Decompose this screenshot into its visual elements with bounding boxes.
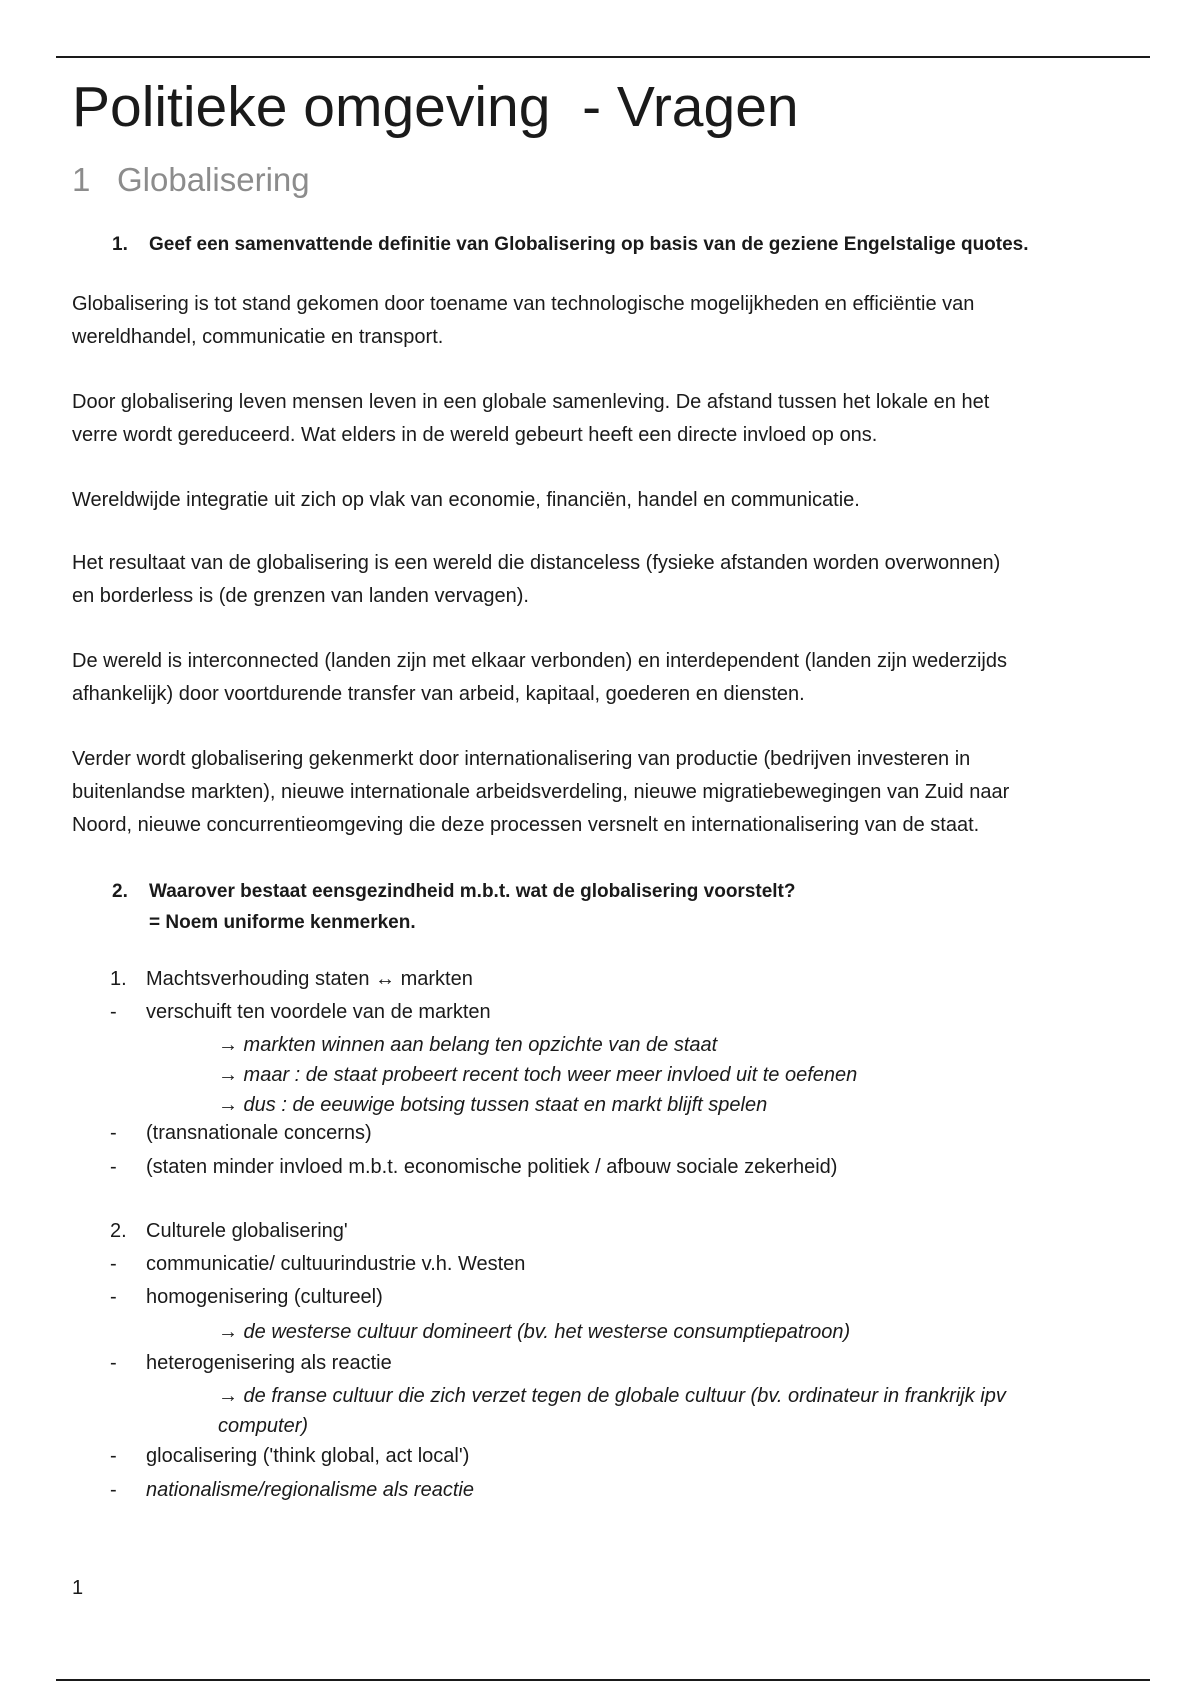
question-text-line-1: Waarover bestaat eensgezindheid m.b.t. wat de globalisering voorstelt?	[149, 881, 796, 902]
question-1	[112, 229, 1029, 260]
paragraph-line: Verder wordt globalisering gekenmerkt door internationalisering van productie (bedrijven investeren in	[72, 748, 971, 770]
list-item-text: (transnationale concerns)	[146, 1122, 372, 1144]
list-item-text: (staten minder invloed m.b.t. economische politiek / afbouw sociale zekerheid)	[146, 1156, 838, 1178]
list-number: 2.	[110, 1220, 127, 1242]
bullet-dash: -	[110, 1479, 117, 1501]
section-heading	[72, 160, 310, 200]
paragraph-line: afhankelijk) door voortdurende transfer van arbeid, kapitaal, goederen en diensten.	[72, 683, 805, 705]
list-heading-text: Machtsverhouding staten ↔ markten	[146, 968, 473, 990]
paragraph-line: Wereldwijde integratie uit zich op vlak van economie, financiën, handel en communicatie.	[72, 489, 860, 511]
sub-point: → maar : de staat probeert recent toch weer meer invloed uit te oefenen	[218, 1064, 858, 1086]
question-text: Geef een samenvattende definitie van Globalisering op basis van de geziene Engelstalige quotes.	[149, 234, 1029, 255]
paragraph-line: buitenlandse markten), nieuwe internationale arbeidsverdeling, nieuwe migratiebewegingen van Zuid naar	[72, 781, 1010, 803]
paragraph-line: wereldhandel, communicatie en transport.	[72, 326, 444, 348]
question-text-line-2: = Noem uniforme kenmerken.	[149, 912, 416, 933]
answer-paragraph	[72, 645, 1132, 711]
question-2	[112, 876, 796, 938]
sub-point: → de franse cultuur die zich verzet tegen de globale cultuur (bv. ordinateur in frankrijk ipv	[218, 1385, 1006, 1407]
page-number: 1	[72, 1577, 84, 1599]
paragraph-line: en borderless is (de grenzen van landen vervagen).	[72, 585, 529, 607]
paragraph-line: Het resultaat van de globalisering is een wereld die distanceless (fysieke afstanden worden overwonnen)	[72, 552, 1001, 574]
question-number: 1.	[112, 234, 128, 255]
list-item-text: heterogenisering als reactie	[146, 1352, 392, 1374]
paragraph-line: De wereld is interconnected (landen zijn met elkaar verbonden) en interdependent (landen zijn wederzijds	[72, 650, 1007, 672]
page-title: Politieke omgeving - Vragen	[72, 75, 799, 139]
list-item-text: glocalisering ('think global, act local')	[146, 1445, 470, 1467]
sub-point: → markten winnen aan belang ten opzichte van de staat	[218, 1034, 718, 1056]
bullet-dash: -	[110, 1253, 117, 1275]
sub-point: → dus : de eeuwige botsing tussen staat en markt blijft spelen	[218, 1094, 768, 1116]
question-number: 2.	[112, 881, 128, 902]
answer-paragraph	[72, 484, 1132, 517]
bullet-dash: -	[110, 1122, 117, 1144]
paragraph-line: verre wordt gereduceerd. Wat elders in de wereld gebeurt heeft een directe invloed op ons.	[72, 424, 878, 446]
list-item-text: verschuift ten voordele van de markten	[146, 1001, 491, 1023]
list-number: 1.	[110, 968, 127, 990]
answer-paragraph	[72, 386, 1132, 452]
bullet-dash: -	[110, 1286, 117, 1308]
bullet-dash: -	[110, 1445, 117, 1467]
sub-point-continuation: computer)	[218, 1415, 309, 1437]
list-item-text: homogenisering (cultureel)	[146, 1286, 383, 1308]
bullet-dash: -	[110, 1001, 117, 1023]
answer-paragraph	[72, 547, 1132, 613]
paragraph-line: Door globalisering leven mensen leven in een globale samenleving. De afstand tussen het lokale en het	[72, 391, 990, 413]
answer-paragraph	[72, 288, 1132, 354]
bullet-dash: -	[110, 1352, 117, 1374]
paragraph-line: Globalisering is tot stand gekomen door toename van technologische mogelijkheden en efficiëntie van	[72, 293, 975, 315]
list-heading-text: Culturele globalisering'	[146, 1220, 348, 1242]
paragraph-line: Noord, nieuwe concurrentieomgeving die deze processen versnelt en internationalisering van de staat.	[72, 814, 980, 836]
sub-point: → de westerse cultuur domineert (bv. het westerse consumptiepatroon)	[218, 1321, 851, 1343]
bottom-rule	[56, 1679, 1150, 1681]
top-rule	[56, 56, 1150, 58]
answer-paragraph	[72, 743, 1132, 842]
section-number: 1	[72, 161, 91, 198]
list-item-text: communicatie/ cultuurindustrie v.h. Westen	[146, 1253, 526, 1275]
section-title: Globalisering	[117, 161, 310, 198]
list-item-text: nationalisme/regionalisme als reactie	[146, 1479, 474, 1501]
bullet-dash: -	[110, 1156, 117, 1178]
